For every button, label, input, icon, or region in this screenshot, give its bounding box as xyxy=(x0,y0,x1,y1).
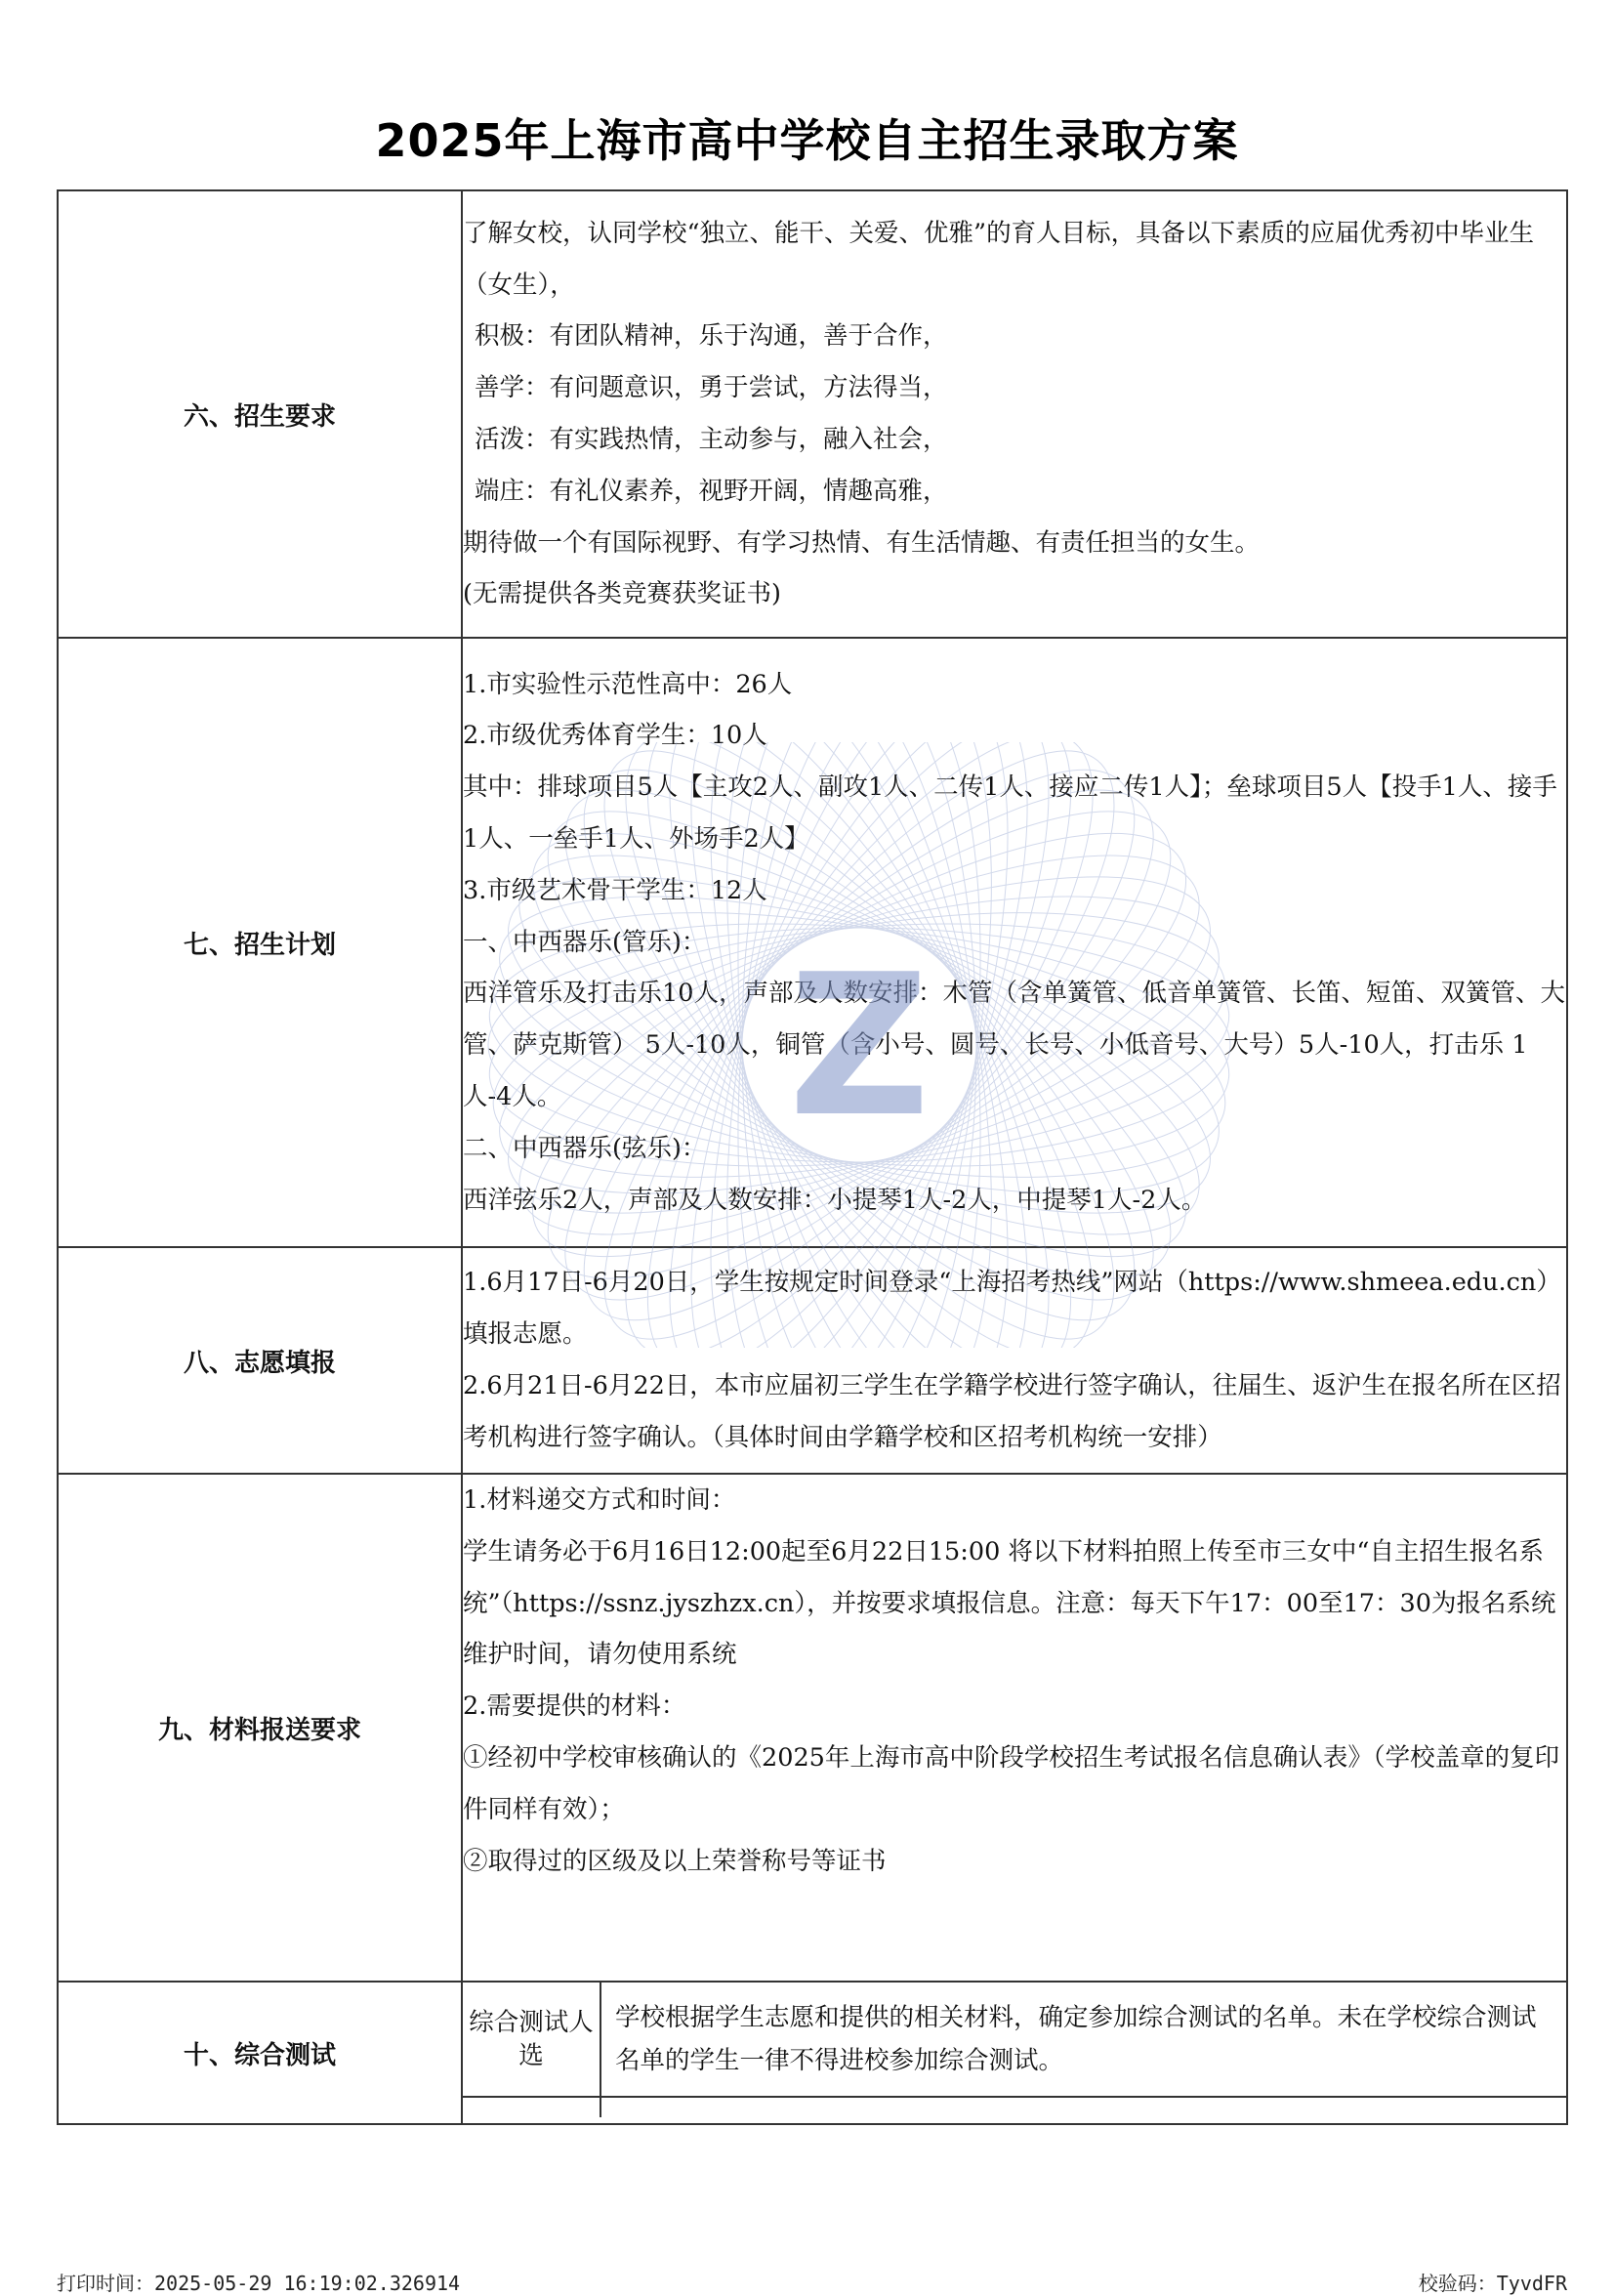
table-row-materials xyxy=(58,1474,1567,1982)
section-content xyxy=(462,190,1567,638)
content-line: 端庄：有礼仪素养，视野开阔，情趣高雅， xyxy=(475,476,948,506)
content-line: 西洋弦乐2人，声部及人数安排：小提琴1人-2人，中提琴1人-2人。 xyxy=(463,1185,1207,1215)
sub-label: 综合测试人选 xyxy=(463,1983,600,2097)
table-row-requirements xyxy=(58,190,1567,638)
content-line: 3.市级艺术骨干学生：12人 xyxy=(463,875,767,905)
seal-watermark-glyph: Z xyxy=(788,933,931,1160)
comprehensive-test-subtable xyxy=(463,1983,1566,2117)
content-line: 1.市实验性示范性高中：26人 xyxy=(463,669,793,699)
content-line: 积极：有团队精神，乐于沟通，善于合作， xyxy=(475,321,948,352)
page-title: 2025年上海市高中学校自主招生录取方案 xyxy=(375,114,1239,167)
table-row-plan xyxy=(58,638,1567,1247)
subtable-row xyxy=(463,1983,1566,2097)
section-label: 十、综合测试 xyxy=(58,1982,462,2124)
content-line: 2.6月21日-6月22日，本市应届初三学生在学籍学校进行签字确认，往届生、返沪生在报名所在区招考机构进行签字确认。（具体时间由学籍学校和区招考机构统一安排） xyxy=(463,1371,1561,1452)
table-row-application xyxy=(58,1247,1567,1474)
table-row-comprehensive-test xyxy=(58,1982,1567,2124)
content-line: 1.材料递交方式和时间： xyxy=(463,1485,736,1515)
print-time: 打印时间：2025-05-29 16:19:02.326914 xyxy=(57,2272,461,2295)
content-line: 善学：有问题意识，勇于尝试，方法得当， xyxy=(475,373,948,403)
content-line: ②取得过的区级及以上荣誉称号等证书 xyxy=(463,1846,887,1876)
content-line: 西洋管乐及打击乐10人，声部及人数安排：木管（含单簧管、低音单簧管、长笛、短笛、双簧管、大管、萨克斯管） 5人-10人，铜管（含小号、圆号、长号、小低音号、大号）5人-10人，打击乐 1人-4人。 xyxy=(463,979,1565,1111)
section-label: 八、志愿填报 xyxy=(58,1247,462,1474)
content-line: (无需提供各类竞赛获奖证书) xyxy=(463,579,781,609)
content-line: 一、中西器乐(管乐)： xyxy=(463,927,707,957)
section-content xyxy=(462,1247,1567,1474)
content-line: 其中：排球项目5人【主攻2人、副攻1人、二传1人、接应二传1人】；垒球项目5人【投手1人、接手1人、一垒手1人、外场手2人】 xyxy=(463,772,1557,854)
check-code: 校验码：TyvdFR xyxy=(1418,2272,1567,2295)
content-line: 1.6月17日-6月20日，学生按规定时间登录“上海招考热线”网站（https://www.shmeea.edu.cn）填报志愿。 xyxy=(463,1268,1561,1350)
content-line: 活泼：有实践热情，主动参与，融入社会， xyxy=(475,425,948,454)
content-line: 二、中西器乐(弦乐)： xyxy=(463,1133,707,1163)
section-label: 七、招生计划 xyxy=(58,638,462,1247)
section-content xyxy=(462,638,1567,1247)
sub-content-empty xyxy=(600,2097,1566,2117)
content-line: 期待做一个有国际视野、有学习热情、有生活情趣、有责任担当的女生。 xyxy=(463,527,1261,558)
content-line: 学生请务必于6月16日12:00起至6月22日15:00 将以下材料拍照上传至市三女中“自主招生报名系统”（https://ssnz.jyszhzx.cn），并按要求填报信息。注意：每天下午17：00至17：30为报名系统维护时间，请勿使用系统 xyxy=(463,1536,1556,1670)
section-label: 六、招生要求 xyxy=(58,190,462,638)
admission-plan-table xyxy=(57,189,1568,2125)
content-line: 2.市级优秀体育学生：10人 xyxy=(463,721,767,751)
content-line: 了解女校，认同学校“独立、能干、关爱、优雅”的育人目标，具备以下素质的应届优秀初中毕业生（女生）， xyxy=(463,218,1535,300)
sub-content: 学校根据学生志愿和提供的相关材料，确定参加综合测试的名单。未在学校综合测试名单的学生一律不得进校参加综合测试。 xyxy=(615,2003,1537,2075)
section-content xyxy=(462,1474,1567,1982)
subtable-row-empty xyxy=(463,2097,1566,2117)
section-label: 九、材料报送要求 xyxy=(58,1474,462,1982)
section-content xyxy=(462,1982,1567,2124)
sub-label-empty xyxy=(463,2097,600,2117)
content-line: ①经初中学校审核确认的《2025年上海市高中阶段学校招生考试报名信息确认表》（学校盖章的复印件同样有效）； xyxy=(463,1742,1560,1824)
content-line: 2.需要提供的材料： xyxy=(463,1691,686,1722)
